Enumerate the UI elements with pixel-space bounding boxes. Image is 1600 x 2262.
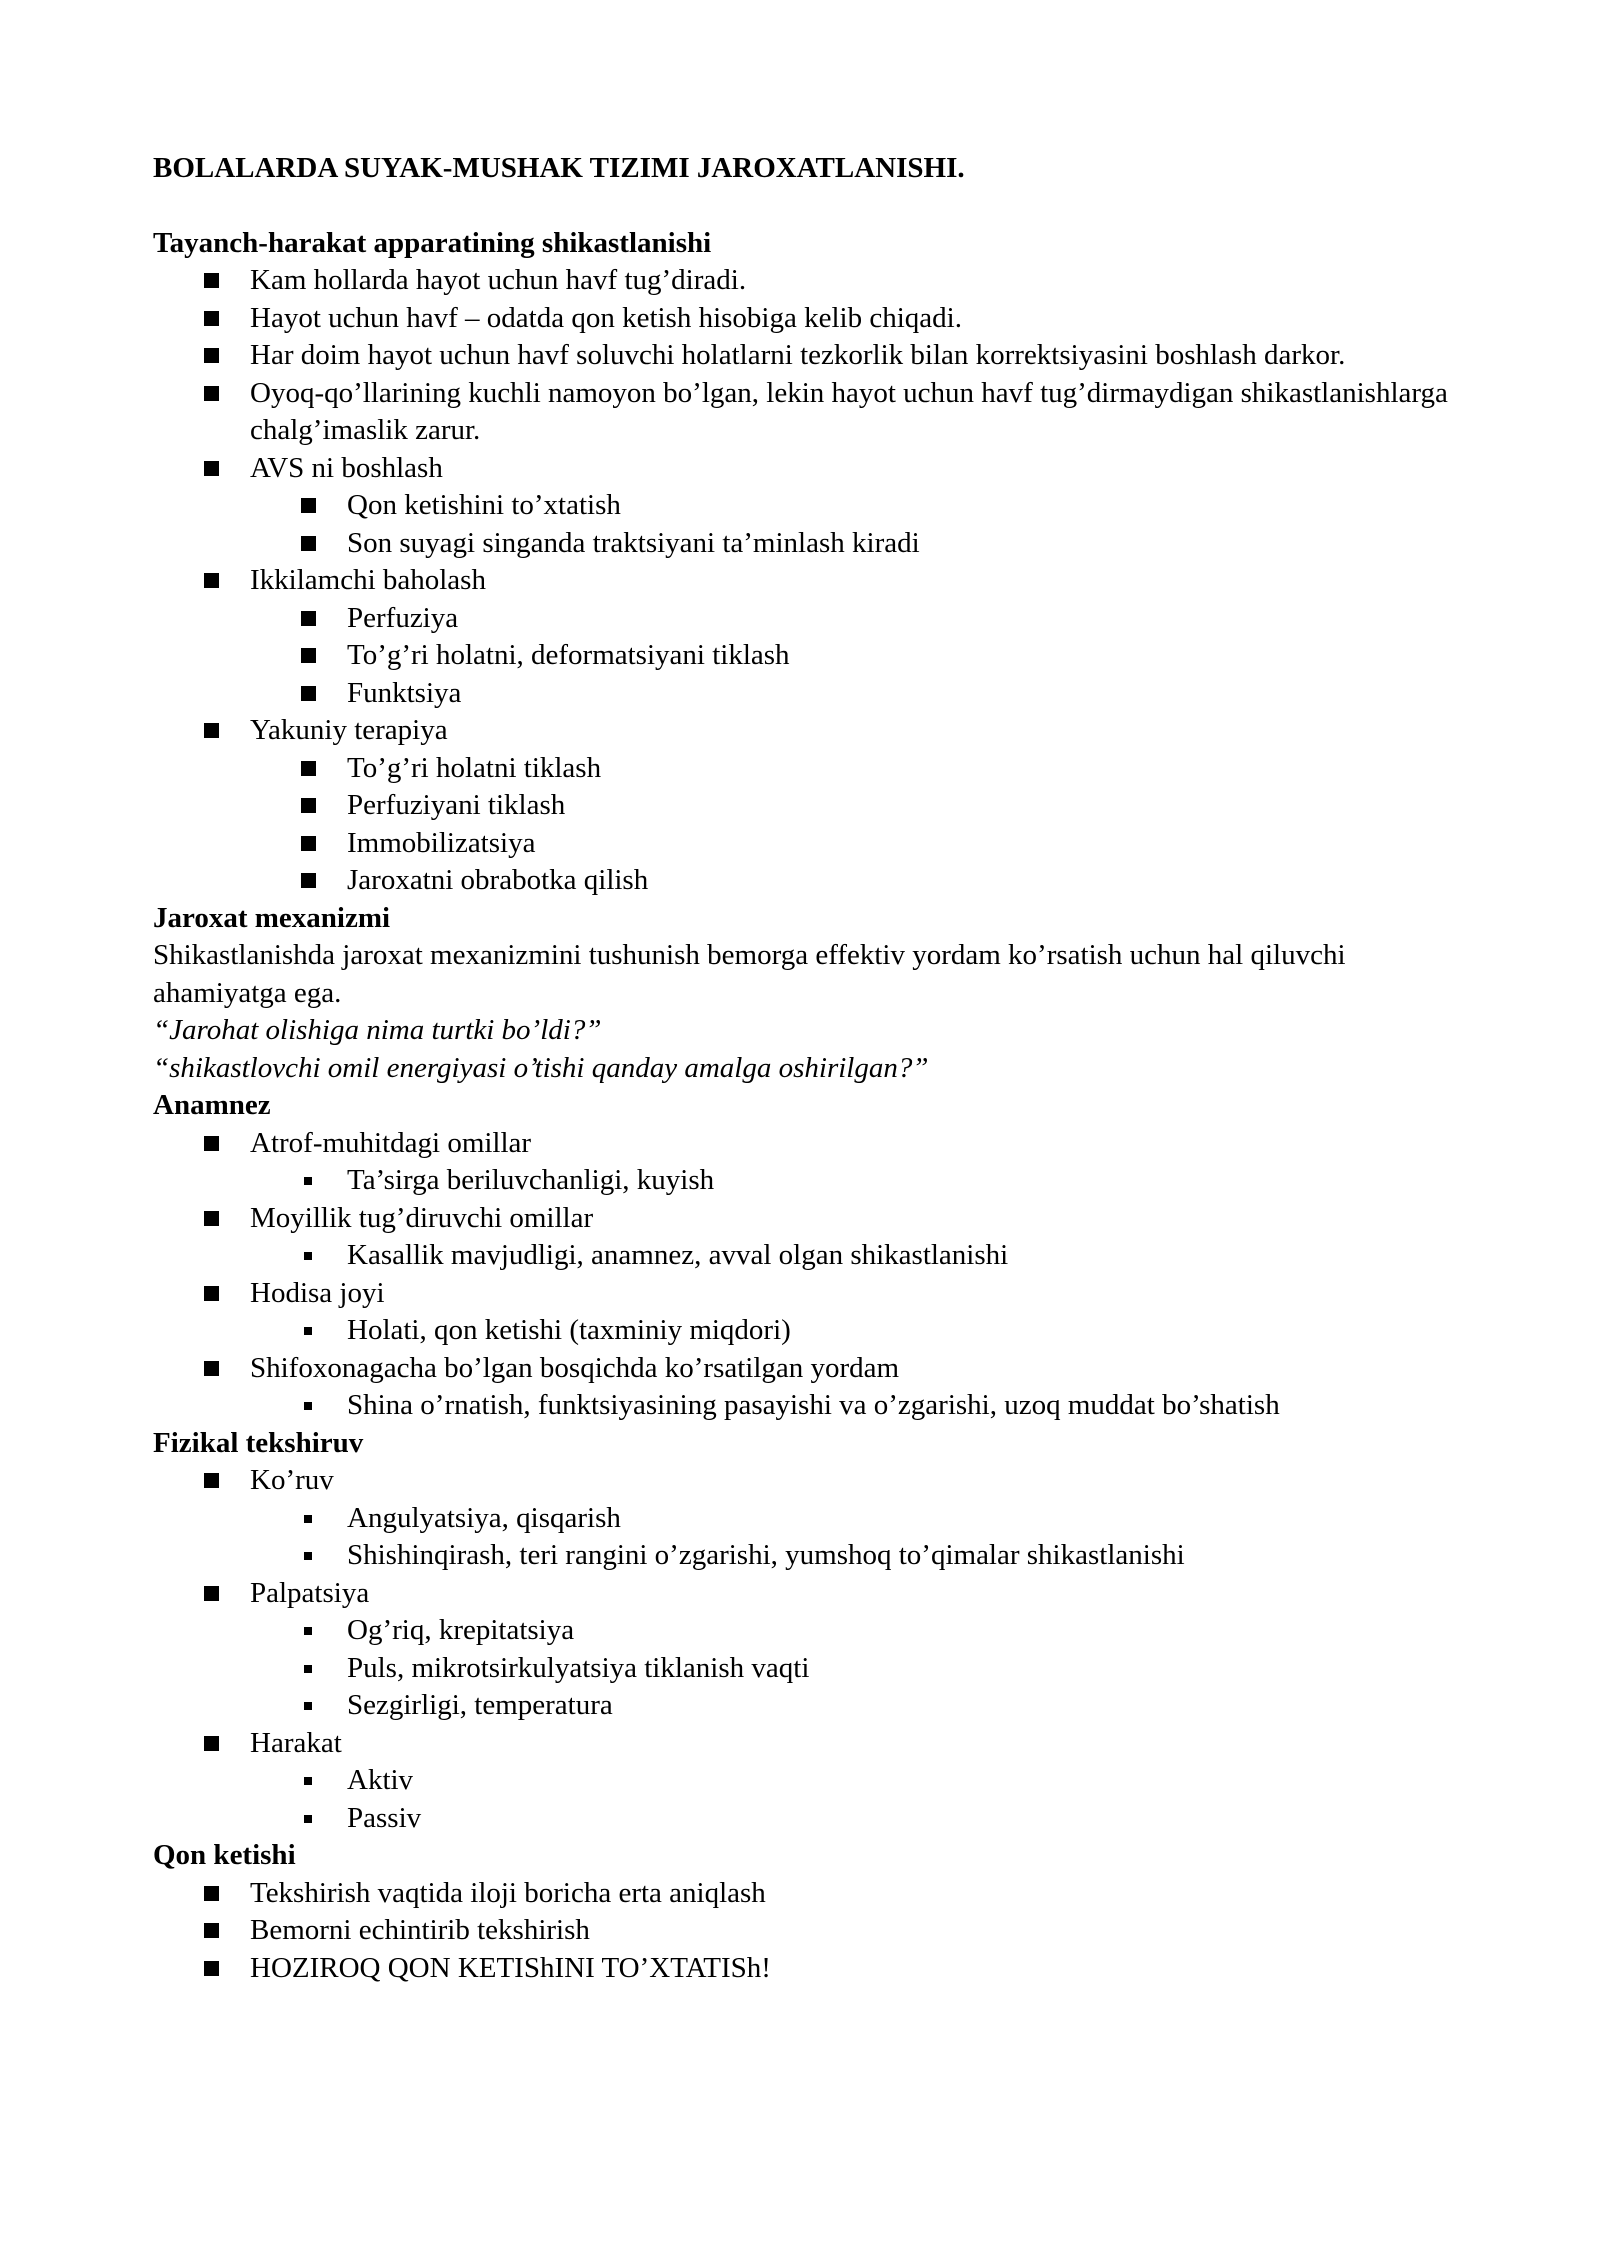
anamnez-list — [153, 1125, 1480, 1425]
quote-line: “shikastlovchi omil energiyasi o’tishi qanday amalga oshirilgan?” — [153, 1051, 929, 1084]
square-bullet-icon — [204, 1736, 219, 1751]
sublist-item: Ta’sirga beriluvchanligi, kuyish — [153, 1162, 1480, 1200]
anamnez-sublist — [153, 1312, 1480, 1350]
sublist-item: Aktiv — [153, 1762, 1480, 1800]
square-bullet-icon — [204, 1286, 219, 1301]
sublist-item: Kasallik mavjudligi, anamnez, avval olgan shikastlanishi — [153, 1237, 1480, 1275]
square-bullet-icon — [301, 686, 316, 701]
list-item: Atrof-muhitdagi omillar Ta’sirga beriluvchanligi, kuyish — [153, 1125, 1480, 1200]
small-square-bullet-icon — [304, 1815, 312, 1823]
list-item: Ko’ruv Angulyatsiya, qisqarish Shishinqirash, teri rangini o’zgarishi, yumshoq to’qimalar shikastlanishi — [153, 1462, 1480, 1575]
small-square-bullet-icon — [304, 1627, 312, 1635]
section-heading-tayanch: Tayanch-harakat apparatining shikastlanishi — [153, 226, 712, 259]
sublist-item: Son suyagi singanda traktsiyani ta’minlash kiradi — [153, 525, 1480, 563]
sublist-item: Shina o’rnatish, funktsiyasining pasayishi va o’zgarishi, uzoq muddat bo’shatish — [153, 1387, 1480, 1425]
list-item: Hayot uchun havf – odatda qon ketish hisobiga kelib chiqadi. — [153, 300, 1480, 338]
section-heading-mexanizm: Jaroxat mexanizmi — [153, 901, 391, 934]
square-bullet-icon — [204, 573, 219, 588]
fizikal-sublist — [153, 1500, 1480, 1575]
small-square-bullet-icon — [304, 1665, 312, 1673]
sublist-item: Puls, mikrotsirkulyatsiya tiklanish vaqti — [153, 1650, 1480, 1688]
list-item: AVS ni boshlash Qon ketishini to’xtatish Son suyagi singanda traktsiyani ta’minlash kiradi — [153, 450, 1480, 563]
square-bullet-icon — [204, 1211, 219, 1226]
sublist-item: Perfuziyani tiklash — [153, 787, 1480, 825]
small-square-bullet-icon — [304, 1702, 312, 1710]
anamnez-sublist — [153, 1162, 1480, 1200]
square-bullet-icon — [301, 648, 316, 663]
list-item: Kam hollarda hayot uchun havf tug’diradi. — [153, 262, 1480, 300]
square-bullet-icon — [301, 798, 316, 813]
ikkilamchi-sublist — [153, 600, 1480, 713]
small-square-bullet-icon — [304, 1327, 312, 1335]
square-bullet-icon — [204, 1886, 219, 1901]
quote-line: “Jarohat olishiga nima turtki bo’ldi?” — [153, 1014, 602, 1046]
list-item: Oyoq-qo’llarining kuchli namoyon bo’lgan, lekin hayot uchun havf tug’dirmaydigan shikastlanishlarga chalg’imaslik zarur. — [153, 375, 1480, 450]
sublist-item: Og’riq, krepitatsiya — [153, 1612, 1480, 1650]
square-bullet-icon — [204, 386, 219, 401]
small-square-bullet-icon — [304, 1777, 312, 1785]
sublist-item: To’g’ri holatni, deformatsiyani tiklash — [153, 637, 1480, 675]
sublist-item: Immobilizatsiya — [153, 825, 1480, 863]
sublist-item: Jaroxatni obrabotka qilish — [153, 862, 1480, 900]
section-heading-qon: Qon ketishi — [153, 1839, 296, 1871]
sublist-item: Angulyatsiya, qisqarish — [153, 1500, 1480, 1538]
qon-list — [153, 1875, 1480, 1988]
sublist-item: Qon ketishini to’xtatish — [153, 487, 1480, 525]
square-bullet-icon — [301, 498, 316, 513]
anamnez-sublist — [153, 1237, 1480, 1275]
small-square-bullet-icon — [304, 1552, 312, 1560]
sublist-item: Shishinqirash, teri rangini o’zgarishi, yumshoq to’qimalar shikastlanishi — [153, 1537, 1480, 1575]
list-item: Yakuniy terapiya To’g’ri holatni tiklash Perfuziyani tiklash Immobilizatsiya Jaroxatni obrabotka qilish — [153, 712, 1480, 900]
small-square-bullet-icon — [304, 1252, 312, 1260]
fizikal-sublist — [153, 1762, 1480, 1837]
small-square-bullet-icon — [304, 1177, 312, 1185]
mexanizm-paragraph: Shikastlanishda jaroxat mexanizmini tushunish bemorga effektiv yordam ko’rsatish uchun hal qiluvchi ahamiyatga ega. — [153, 939, 1346, 1009]
sublist-item: Holati, qon ketishi (taxminiy miqdori) — [153, 1312, 1480, 1350]
square-bullet-icon — [204, 1923, 219, 1938]
small-square-bullet-icon — [304, 1515, 312, 1523]
list-item: Harakat Aktiv Passiv — [153, 1725, 1480, 1838]
list-item: HOZIROQ QON KETIShINI TO’XTATISh! — [153, 1950, 1480, 1988]
sublist-item: Passiv — [153, 1800, 1480, 1838]
list-item: Ikkilamchi baholash Perfuziya To’g’ri holatni, deformatsiyani tiklash Funktsiya — [153, 562, 1480, 712]
sublist-item: Funktsiya — [153, 675, 1480, 713]
square-bullet-icon — [301, 536, 316, 551]
document-title: BOLALARDA SUYAK-MUSHAK TIZIMI JAROXATLANISHI. — [153, 152, 965, 184]
list-item: Tekshirish vaqtida iloji boricha erta aniqlash — [153, 1875, 1480, 1913]
fizikal-list — [153, 1462, 1480, 1837]
sublist-item: To’g’ri holatni tiklash — [153, 750, 1480, 788]
square-bullet-icon — [204, 723, 219, 738]
small-square-bullet-icon — [304, 1402, 312, 1410]
sublist-item: Sezgirligi, temperatura — [153, 1687, 1480, 1725]
anamnez-sublist — [153, 1387, 1480, 1425]
square-bullet-icon — [204, 1961, 219, 1976]
square-bullet-icon — [204, 311, 219, 326]
list-item: Bemorni echintirib tekshirish — [153, 1912, 1480, 1950]
list-item: Hodisa joyi Holati, qon ketishi (taxminiy miqdori) — [153, 1275, 1480, 1350]
square-bullet-icon — [204, 273, 219, 288]
yakuniy-sublist — [153, 750, 1480, 900]
square-bullet-icon — [204, 1473, 219, 1488]
square-bullet-icon — [204, 348, 219, 363]
square-bullet-icon — [204, 1586, 219, 1601]
sublist-item: Perfuziya — [153, 600, 1480, 638]
list-item: Palpatsiya Og’riq, krepitatsiya Puls, mikrotsirkulyatsiya tiklanish vaqti Sezgirligi, temperatura — [153, 1575, 1480, 1725]
square-bullet-icon — [301, 836, 316, 851]
square-bullet-icon — [204, 461, 219, 476]
square-bullet-icon — [204, 1136, 219, 1151]
avs-sublist — [153, 487, 1480, 562]
square-bullet-icon — [301, 611, 316, 626]
list-item: Moyillik tug’diruvchi omillar Kasallik mavjudligi, anamnez, avval olgan shikastlanishi — [153, 1200, 1480, 1275]
square-bullet-icon — [204, 1361, 219, 1376]
square-bullet-icon — [301, 761, 316, 776]
tayanch-list — [153, 262, 1480, 900]
list-item: Shifoxonagacha bo’lgan bosqichda ko’rsatilgan yordam Shina o’rnatish, funktsiyasining pasayishi va o’zgarishi, uzoq muddat bo’shatish — [153, 1350, 1480, 1425]
list-item: Har doim hayot uchun havf soluvchi holatlarni tezkorlik bilan korrektsiyasini boshlash darkor. — [153, 337, 1480, 375]
section-heading-anamnez: Anamnez — [153, 1089, 271, 1121]
section-heading-fizikal: Fizikal tekshiruv — [153, 1426, 364, 1459]
square-bullet-icon — [301, 873, 316, 888]
fizikal-sublist — [153, 1612, 1480, 1725]
